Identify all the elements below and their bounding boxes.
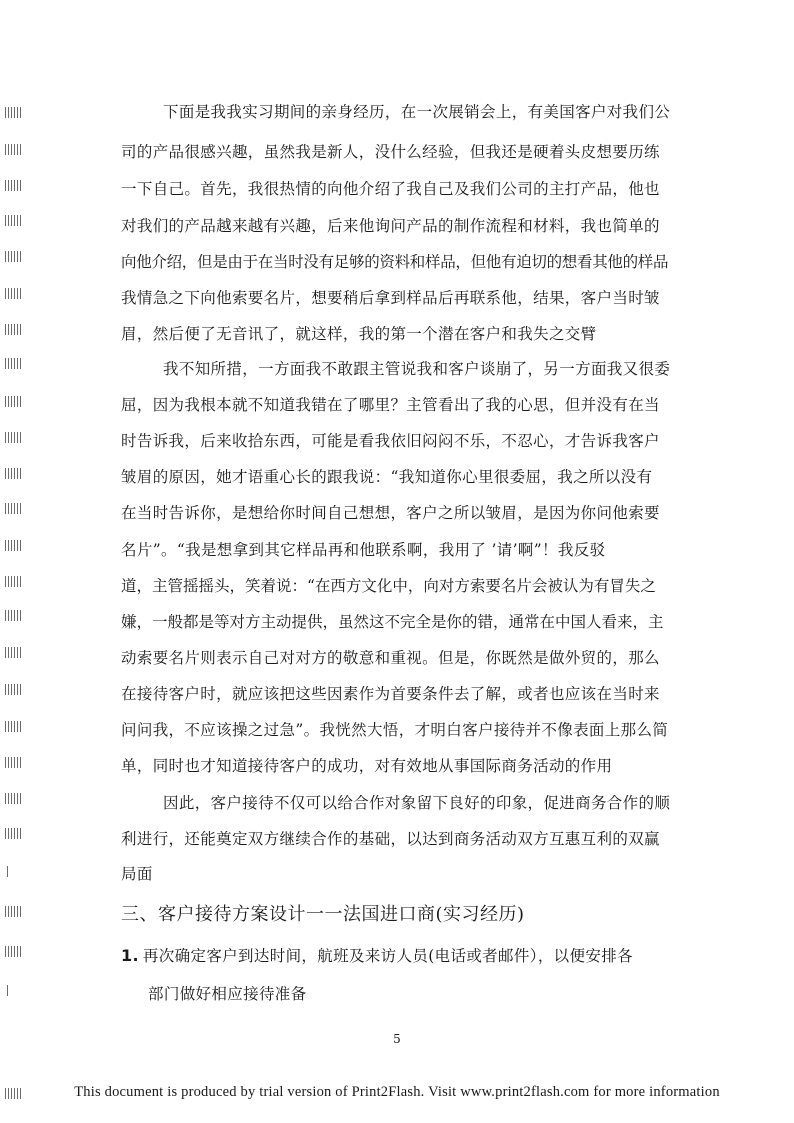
paragraph-2-line-8: 嫌，一般都是等对方主动提供，虽然这不完全是你的错，通常在中国人看来，主 xyxy=(121,613,664,631)
paragraph-2-line-12: 单，同时也才知道接待客户的成功，对有效地从事国际商务活动的作用 xyxy=(121,757,613,775)
paragraph-2-line-5: 在当时告诉你，是想给你时间自己想想，客户之所以皱眉，是因为你问他索要 xyxy=(121,504,660,522)
gutter-artifact xyxy=(5,324,22,335)
list-item-1 xyxy=(121,946,633,966)
paragraph-2-line-3: 时告诉我，后来收拾东西，可能是看我依旧闷闷不乐，不忍心，才告诉我客户 xyxy=(121,432,660,450)
paragraph-2-line-10: 在接待客户时，就应该把这些因素作为首要条件去了解，或者也应该在当时来 xyxy=(121,685,660,703)
paragraph-2-line-2: 屈，因为我根本就不知道我错在了哪里？主管看出了我的心思，但并没有在当 xyxy=(121,396,660,414)
gutter-artifact xyxy=(5,180,22,191)
paragraph-1-line-3: 一下自己。首先，我很热情的向他介绍了我自己及我们公司的主打产品，他也 xyxy=(121,180,660,198)
gutter-artifact xyxy=(5,721,22,732)
paragraph-2-line-6: 名片”。“我是想拿到其它样品再和他联系啊，我用了 ’请’啊”！我反驳 xyxy=(121,541,606,559)
gutter-artifact xyxy=(5,828,22,839)
paragraph-2-line-4: 皱眉的原因，她才语重心长的跟我说：“我知道你心里很委屈，我之所以没有 xyxy=(121,468,653,486)
gutter-artifact xyxy=(5,540,22,551)
paragraph-1-line-5: 向他介绍，但是由于在当时没有足够的资料和样品，但他有迫切的想看其他的样品 xyxy=(121,253,669,271)
paragraph-3-line-1: 因此，客户接待不仅可以给合作对象留下良好的印象，促进商务合作的顺 xyxy=(163,794,671,812)
gutter-artifact xyxy=(5,215,22,226)
paragraph-1-line-4: 对我们的产品越来越有兴趣，后来他询问产品的制作流程和材料，我也简单的 xyxy=(121,217,660,235)
gutter-artifact xyxy=(5,906,22,917)
gutter-artifact xyxy=(5,503,22,514)
gutter-artifact xyxy=(5,432,22,443)
gutter-artifact xyxy=(5,647,22,658)
gutter-artifact xyxy=(5,576,22,587)
paragraph-1-line-2: 司的产品很感兴趣，虽然我是新人，没什么经验，但我还是硬着头皮想要历练 xyxy=(121,143,660,161)
gutter-artifact xyxy=(5,946,22,957)
paragraph-2-line-7: 道，主管摇摇头，笑着说：“在西方文化中，向对方索要名片会被认为有冒失之 xyxy=(121,577,656,595)
paragraph-1-line-1: 下面是我我实习期间的亲身经历，在一次展销会上，有美国客户对我们公 xyxy=(163,103,671,121)
paragraph-3-line-3: 局面 xyxy=(121,865,153,883)
paragraph-2-line-9: 动索要名片则表示自己对对方的敬意和重视。但是，你既然是做外贸的，那么 xyxy=(121,649,660,667)
gutter-artifact xyxy=(5,107,22,118)
paragraph-1-line-7: 眉，然后便了无音讯了，就这样，我的第一个潜在客户和我失之交臂 xyxy=(121,325,597,343)
page-number: 5 xyxy=(393,1032,401,1046)
gutter-artifact xyxy=(5,358,22,369)
paragraph-3-line-2: 利进行，还能奠定双方继续合作的基础，以达到商务活动双方互惠互利的双赢 xyxy=(121,830,660,848)
gutter-artifact xyxy=(5,610,22,621)
gutter-artifact xyxy=(5,468,22,479)
gutter-artifact xyxy=(7,985,10,996)
paragraph-1-line-6: 我情急之下向他索要名片，想要稍后拿到样品后再联系他，结果，客户当时皱 xyxy=(121,289,660,307)
list-item-line-1: 再次确定客户到达时间，航班及来访人员(电话或者邮件），以便安排各 xyxy=(142,947,633,965)
gutter-artifact xyxy=(5,793,22,804)
list-item-number: 1. xyxy=(121,946,139,965)
section-heading: 三、客户接待方案设计一一法国进口商(实习经历) xyxy=(121,904,525,925)
paragraph-2-line-11: 问问我，不应该操之过急”。我恍然大悟，才明白客户接待并不像表面上那么简 xyxy=(121,721,669,739)
gutter-artifact xyxy=(7,866,10,877)
left-gutter-artifacts xyxy=(0,0,30,1123)
paragraph-2-line-1: 我不知所措，一方面我不敢跟主管说我和客户谈崩了，另一方面我又很委 xyxy=(163,360,671,378)
list-item-line-2: 部门做好相应接待准备 xyxy=(148,985,307,1003)
trial-watermark-footer: This document is produced by trial version of Print2Flash. Visit www.print2flash.com for more information xyxy=(74,1084,720,1100)
gutter-artifact xyxy=(5,288,22,299)
gutter-artifact xyxy=(5,251,22,262)
gutter-artifact xyxy=(5,396,22,407)
gutter-artifact xyxy=(5,757,22,768)
gutter-artifact xyxy=(5,684,22,695)
gutter-artifact xyxy=(5,144,22,155)
